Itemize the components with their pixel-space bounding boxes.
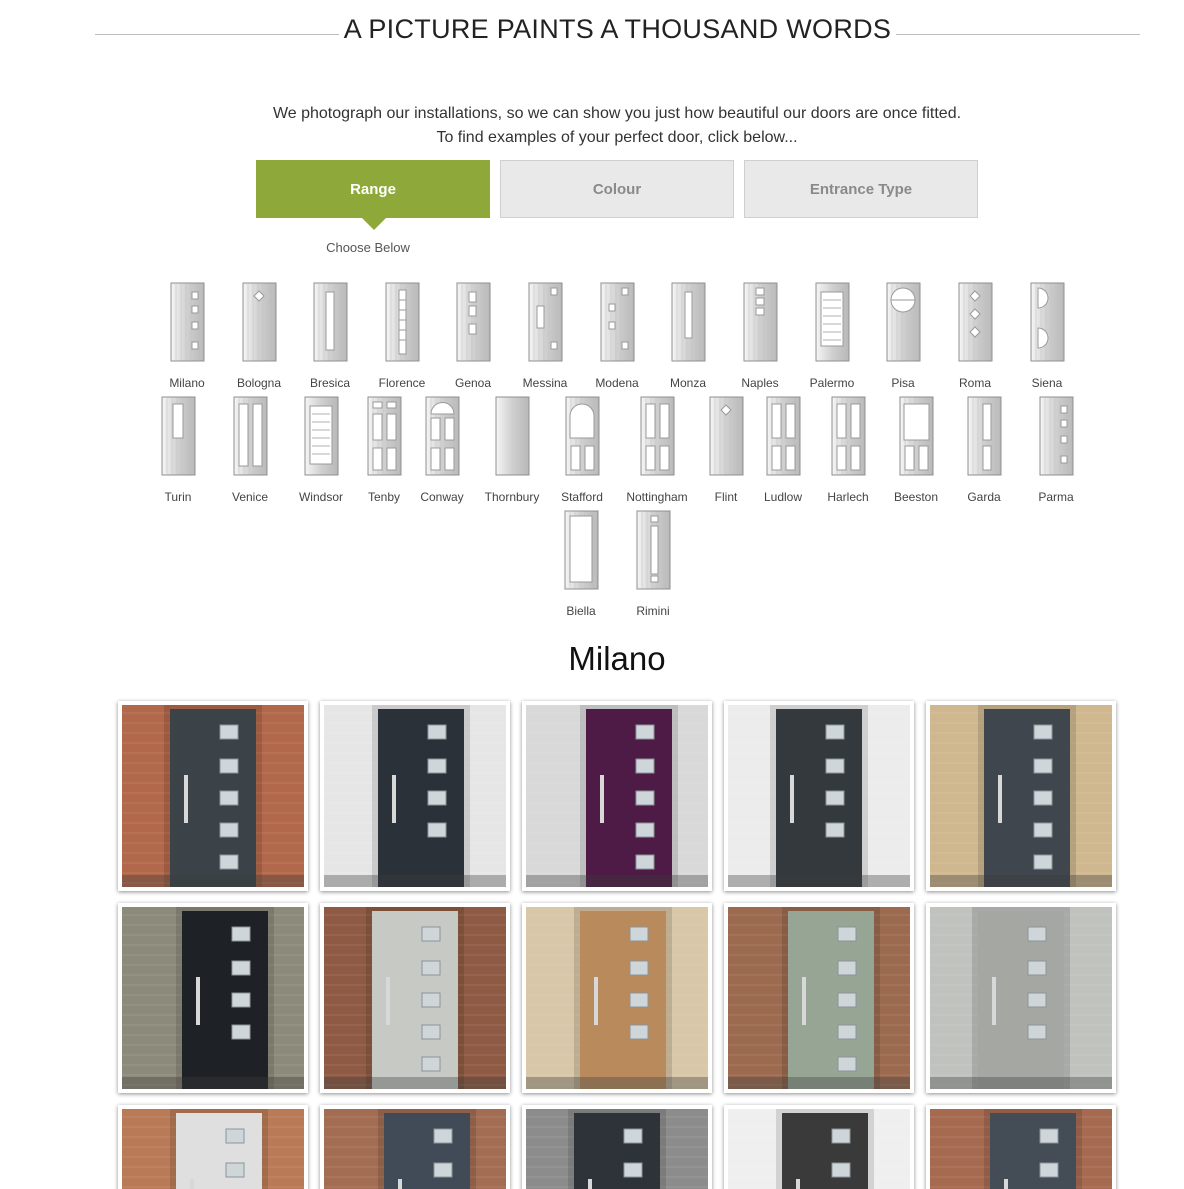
gallery-photo[interactable] <box>522 1105 712 1189</box>
door-option-rimini[interactable] <box>618 510 688 618</box>
door-photo-image <box>526 1109 708 1189</box>
door-photo-image <box>930 705 1112 887</box>
door-option-label: Tenby <box>367 490 401 504</box>
door-option-conway[interactable] <box>407 396 477 504</box>
door-photo-image <box>324 907 506 1089</box>
door-thumbnail-icon <box>313 282 348 362</box>
door-option-label: Rimini <box>636 604 670 618</box>
door-thumbnail-icon <box>967 396 1002 476</box>
door-option-label: Nottingham <box>626 490 688 504</box>
door-option-label: Pisa <box>891 376 915 390</box>
tab-colour[interactable]: Colour <box>500 160 734 218</box>
door-option-label: Windsor <box>298 490 343 504</box>
door-option-monza[interactable] <box>653 282 723 390</box>
door-thumbnail-icon <box>565 396 600 476</box>
door-option-label: Modena <box>595 376 639 390</box>
door-thumbnail-icon <box>636 510 671 590</box>
door-option-florence[interactable] <box>367 282 437 390</box>
gallery-photo[interactable] <box>724 701 914 891</box>
gallery-photo[interactable] <box>320 701 510 891</box>
door-option-beeston[interactable] <box>881 396 951 504</box>
door-option-label: Venice <box>231 490 269 504</box>
hero-title: A PICTURE PAINTS A THOUSAND WORDS <box>343 14 892 44</box>
door-option-label: Monza <box>669 376 707 390</box>
door-thumbnail-icon <box>831 396 866 476</box>
door-thumbnail-icon <box>304 396 339 476</box>
door-thumbnail-icon <box>161 396 196 476</box>
door-photo-image <box>728 907 910 1089</box>
door-photo-image <box>728 705 910 887</box>
door-thumbnail-icon <box>170 282 205 362</box>
door-option-label: Siena <box>1031 376 1063 390</box>
door-option-genoa[interactable] <box>438 282 508 390</box>
door-thumbnail-icon <box>242 282 277 362</box>
gallery-photo[interactable] <box>724 1105 914 1189</box>
door-thumbnail-icon <box>815 282 850 362</box>
hero-divider-left <box>95 34 339 35</box>
door-photo-image <box>526 705 708 887</box>
door-option-stafford[interactable] <box>547 396 617 504</box>
gallery-photo[interactable] <box>926 1105 1116 1189</box>
door-photo-image <box>728 1109 910 1189</box>
door-option-label: Conway <box>420 490 464 504</box>
door-thumbnail-icon <box>743 282 778 362</box>
door-thumbnail-icon <box>528 282 563 362</box>
door-thumbnail-icon <box>1039 396 1074 476</box>
gallery-photo[interactable] <box>724 903 914 1093</box>
door-option-windsor[interactable] <box>286 396 356 504</box>
door-option-label: Stafford <box>561 490 603 504</box>
door-option-biella[interactable] <box>546 510 616 618</box>
door-option-label: Florence <box>378 376 426 390</box>
gallery-photo[interactable] <box>926 701 1116 891</box>
door-option-label: Flint <box>714 490 738 504</box>
door-option-label: Harlech <box>827 490 869 504</box>
door-option-naples[interactable] <box>725 282 795 390</box>
door-option-label: Turin <box>164 490 192 504</box>
door-option-messina[interactable] <box>510 282 580 390</box>
door-option-palermo[interactable] <box>797 282 867 390</box>
door-photo-image <box>122 907 304 1089</box>
door-thumbnail-icon <box>367 396 402 476</box>
door-option-label: Thornbury <box>484 490 540 504</box>
door-option-label: Genoa <box>454 376 492 390</box>
door-thumbnail-icon <box>233 396 268 476</box>
door-option-roma[interactable] <box>940 282 1010 390</box>
door-thumbnail-icon <box>600 282 635 362</box>
door-thumbnail-icon <box>899 396 934 476</box>
door-option-nottingham[interactable] <box>622 396 692 504</box>
door-thumbnail-icon <box>709 396 744 476</box>
gallery-title: Milano <box>568 640 666 677</box>
door-photo-image <box>526 907 708 1089</box>
door-option-bresica[interactable] <box>295 282 365 390</box>
door-option-label: Bresica <box>309 376 350 390</box>
door-option-label: Bologna <box>236 376 282 390</box>
door-option-harlech[interactable] <box>813 396 883 504</box>
door-option-milano[interactable] <box>152 282 222 390</box>
door-thumbnail-icon <box>766 396 801 476</box>
door-photo-image <box>122 1109 304 1189</box>
gallery-photo[interactable] <box>118 903 308 1093</box>
tab-range[interactable]: Range <box>256 160 490 218</box>
door-thumbnail-icon <box>564 510 599 590</box>
intro-text <box>0 102 1184 150</box>
gallery-photo[interactable] <box>926 903 1116 1093</box>
door-option-label: Biella <box>566 604 596 618</box>
gallery-photo[interactable] <box>320 903 510 1093</box>
filter-tabs <box>256 160 978 218</box>
door-option-turin[interactable] <box>143 396 213 504</box>
door-photo-image <box>324 1109 506 1189</box>
hero-divider-right <box>896 34 1140 35</box>
door-thumbnail-icon <box>425 396 460 476</box>
door-option-parma[interactable] <box>1021 396 1091 504</box>
door-thumbnail-icon <box>1030 282 1065 362</box>
intro-line-2: To find examples of your perfect door, click below... <box>436 129 798 146</box>
door-option-ludlow[interactable] <box>748 396 818 504</box>
door-option-label: Ludlow <box>763 490 803 504</box>
door-option-modena[interactable] <box>582 282 652 390</box>
door-option-label: Parma <box>1038 490 1074 504</box>
door-photo-image <box>930 1109 1112 1189</box>
door-photo-image <box>122 705 304 887</box>
door-photo-image <box>324 705 506 887</box>
hero-header <box>95 12 1140 56</box>
door-thumbnail-icon <box>958 282 993 362</box>
door-photo-image <box>930 907 1112 1089</box>
door-option-venice[interactable] <box>215 396 285 504</box>
door-thumbnail-icon <box>671 282 706 362</box>
door-option-label: Messina <box>522 376 568 390</box>
door-thumbnail-icon <box>385 282 420 362</box>
choose-below-label: Choose Below <box>326 240 410 255</box>
door-option-label: Beeston <box>893 490 939 504</box>
tab-entrance-type[interactable]: Entrance Type <box>744 160 978 218</box>
gallery-photo[interactable] <box>320 1105 510 1189</box>
door-option-label: Roma <box>958 376 991 390</box>
door-thumbnail-icon <box>640 396 675 476</box>
gallery-photo[interactable] <box>522 701 712 891</box>
gallery-photo[interactable] <box>118 701 308 891</box>
door-thumbnail-icon <box>886 282 921 362</box>
gallery-photo[interactable] <box>522 903 712 1093</box>
door-option-garda[interactable] <box>949 396 1019 504</box>
door-thumbnail-icon <box>495 396 530 476</box>
door-option-thornbury[interactable] <box>477 396 547 504</box>
door-option-label: Milano <box>169 376 205 390</box>
door-option-label: Naples <box>741 376 779 390</box>
door-option-pisa[interactable] <box>868 282 938 390</box>
gallery-photo[interactable] <box>118 1105 308 1189</box>
intro-line-1: We photograph our installations, so we can show you just how beautiful our doors are once fitted. <box>272 105 962 122</box>
door-option-bologna[interactable] <box>224 282 294 390</box>
door-option-label: Garda <box>967 490 1001 504</box>
door-option-label: Palermo <box>809 376 855 390</box>
door-thumbnail-icon <box>456 282 491 362</box>
door-option-siena[interactable] <box>1012 282 1082 390</box>
